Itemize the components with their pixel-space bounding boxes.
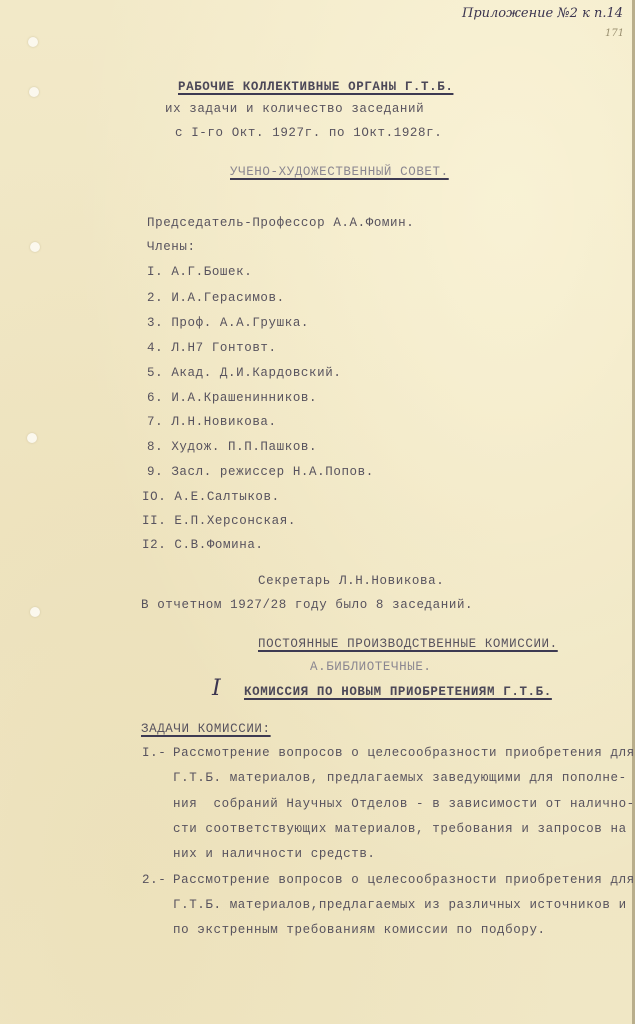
member-item: 6. И.А.Крашенинников. [147,391,318,405]
handwritten-note: Приложение №2 к п.14 [462,6,624,21]
task-number: I.- [142,746,167,760]
punch-hole [30,607,40,617]
task-text-line: сти соответствующих материалов, требования и запросов на [173,822,627,836]
member-item: 7. Л.Н.Новикова. [147,415,277,429]
task-text-line: них и наличности средств. [173,847,376,861]
task-text-line: Г.Т.Б. материалов,предлагаемых из различных источников и [173,898,627,912]
title-subline: их задачи и количество заседаний [165,102,425,116]
document-title: РАБОЧИЕ КОЛЛЕКТИВНЫЕ ОРГАНЫ Г.Т.Б. [178,80,454,94]
task-number: 2.- [142,873,167,887]
member-item: I2. С.В.Фомина. [142,538,264,552]
task-text-line: ния собраний Научных Отделов - в зависимости от наличнo- [173,797,635,811]
commissions-heading: ПОСТОЯННЫЕ ПРОИЗВОДСТВЕННЫЕ КОМИССИИ. [258,637,558,651]
council-secretary: Секретарь Л.Н.Новикова. [258,574,445,588]
member-item: IO. А.Е.Салтыков. [142,490,280,504]
member-item: 2. И.А.Герасимов. [147,291,285,305]
member-item: 3. Проф. А.А.Грушка. [147,316,310,330]
roman-numeral: I [212,676,221,701]
member-item: 9. Засл. режиссер Н.А.Попов. [147,465,374,479]
commissions-subheading: А.БИБЛИОТЕЧНЫЕ. [310,660,432,674]
members-label: Члены: [147,240,196,254]
member-item: 5. Акад. Д.И.Кардовский. [147,366,342,380]
member-item: II. Е.П.Херсонская. [142,514,296,528]
punch-hole [30,242,40,252]
folio-number: 171 [605,28,625,39]
punch-hole [28,37,38,47]
commission-title: КОМИССИЯ ПО НОВЫМ ПРИОБРЕТЕНИЯМ Г.Т.Б. [244,685,552,699]
punch-hole [29,87,39,97]
title-period: с I-го Окт. 1927г. по 1Окт.1928г. [175,126,443,140]
member-item: 4. Л.Н7 Гонтовт. [147,341,277,355]
member-item: I. А.Г.Бошек. [147,265,253,279]
tasks-label: ЗАДАЧИ КОМИССИИ: [141,722,271,736]
council-chairman: Председатель-Профессор А.А.Фомин. [147,216,415,230]
task-text-line: Рассмотрение вопросов о целесообразности приобретения для [173,873,635,887]
council-heading: УЧЕНО-ХУДОЖЕСТВЕННЫЙ СОВЕТ. [230,165,449,179]
punch-hole [27,433,37,443]
task-text-line: Г.Т.Б. материалов, предлагаемых заведующими для пополне- [173,771,627,785]
task-text-line: Рассмотрение вопросов о целесообразности приобретения для [173,746,635,760]
task-text-line: по экстренным требованиям комиссии по подбору. [173,923,546,937]
member-item: 8. Худож. П.П.Пашков. [147,440,318,454]
meetings-count: В отчетном 1927/28 году было 8 заседаний. [141,598,474,612]
